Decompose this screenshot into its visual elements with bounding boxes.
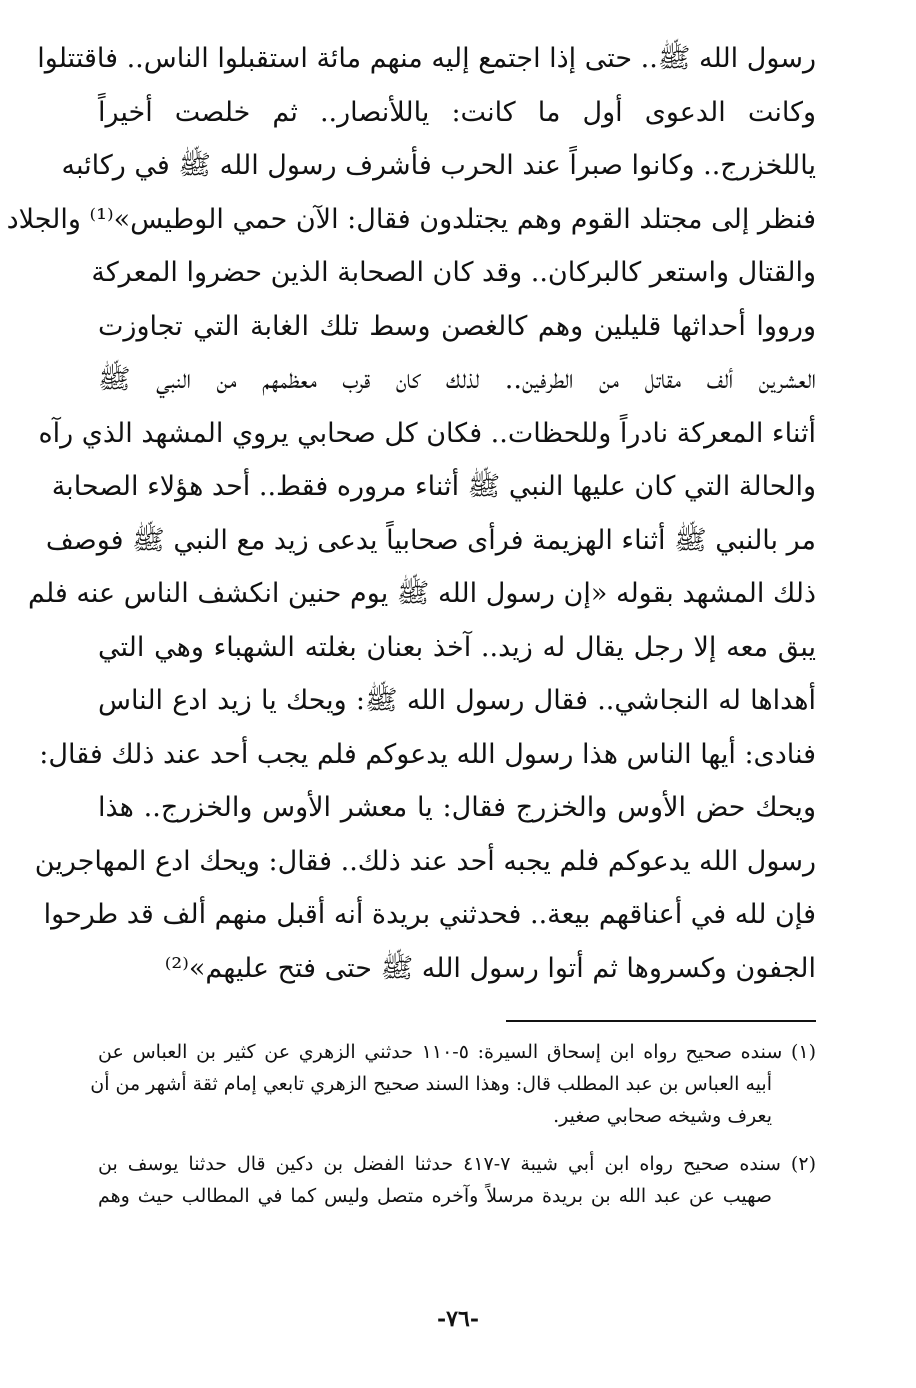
body-line: فنادى: أيها الناس هذا رسول الله يدعوكم فلم يجب أحد عند ذلك فقال: [39, 738, 816, 770]
body-line: ورووا أحداثها قليلين وهم كالغصن وسط تلك الغابة التي تجاوزت [98, 310, 816, 342]
body-line: أثناء المعركة نادراً وللحظات.. فكان كل صحابي يروي المشهد الذي رآه [38, 417, 816, 449]
body-line: مر بالنبي ﷺ أثناء الهزيمة فرأى صحابياً يدعى زيد مع النبي ﷺ فوصف [45, 524, 816, 556]
footnote-separator [506, 1020, 816, 1022]
body-line: والقتال واستعر كالبركان.. وقد كان الصحابة الذين حضروا المعركة [91, 257, 816, 288]
body-line: ياللخزرج.. وكانوا صبراً عند الحرب فأشرف رسول الله ﷺ في ركائبه [61, 150, 816, 181]
body-line: ذلك المشهد بقوله «إن رسول الله ﷺ يوم حنين انكشف الناس عنه فلم [28, 578, 816, 609]
main-text [6, 32, 816, 995]
footnote-line: (١) سنده صحيح رواه ابن إسحاق السيرة: ٥-١١٠ حدثني الزهري عن كثير بن العباس عن [98, 1041, 816, 1063]
body-line: العشرين ألف مقاتل من الطرفين.. لذلك كان قرب معظمهم من النبي ﷺ [98, 364, 816, 395]
footnote-line: صهيب عن عبد الله بن بريدة مرسلاً وآخره متصل وليس كما في المطالب حيث وهم [98, 1185, 772, 1207]
body-line: وكانت الدعوى أول ما كانت: ياللأنصار.. ثم خلصت أخيراً [98, 96, 816, 128]
body-line: ويحك حض الأوس والخزرج فقال: يا معشر الأوس والخزرج.. هذا [98, 792, 816, 823]
footnote-line: (٢) سنده صحيح رواه ابن أبي شيبة ٧-٤١٧ حدثنا الفضل بن دكين قال حدثنا يوسف بن [98, 1153, 816, 1175]
body-line: فإن لله في أعناقهم بيعة.. فحدثني بريدة أنه أقبل منهم ألف قد طرحوا [43, 899, 816, 930]
page-number: -٧٦- [437, 1306, 479, 1332]
body-line: رسول الله يدعوكم فلم يجبه أحد عند ذلك.. فقال: ويحك ادع المهاجرين [34, 845, 816, 877]
footnote-line: أبيه العباس بن عبد المطلب قال: وهذا السند صحيح الزهري تابعي إمام ثقة أشهر من أن [90, 1073, 772, 1095]
body-line: الجفون وكسروها ثم أتوا رسول الله ﷺ حتى فتح عليهم»⁽²⁾ [164, 952, 816, 984]
body-line: رسول الله ﷺ.. حتى إذا اجتمع إليه منهم مائة استقبلوا الناس.. فاقتتلوا [37, 43, 816, 74]
footnote-line: يعرف وشيخه صحابي صغير. [553, 1105, 772, 1127]
body-line: فنظر إلى مجتلد القوم وهم يجتلدون فقال: الآن حمي الوطيس»⁽¹⁾ والجلاد [6, 203, 816, 235]
body-line: أهداها له النجاشي.. فقال رسول الله ﷺ: ويحك يا زيد ادع الناس [98, 685, 816, 716]
footnotes [90, 1036, 816, 1212]
body-line: والحالة التي كان عليها النبي ﷺ أثناء مروره فقط.. أحد هؤلاء الصحابة [51, 471, 816, 502]
body-line: يبق معه إلا رجل يقال له زيد.. آخذ بعنان بغلته الشهباء وهي التي [98, 631, 816, 663]
